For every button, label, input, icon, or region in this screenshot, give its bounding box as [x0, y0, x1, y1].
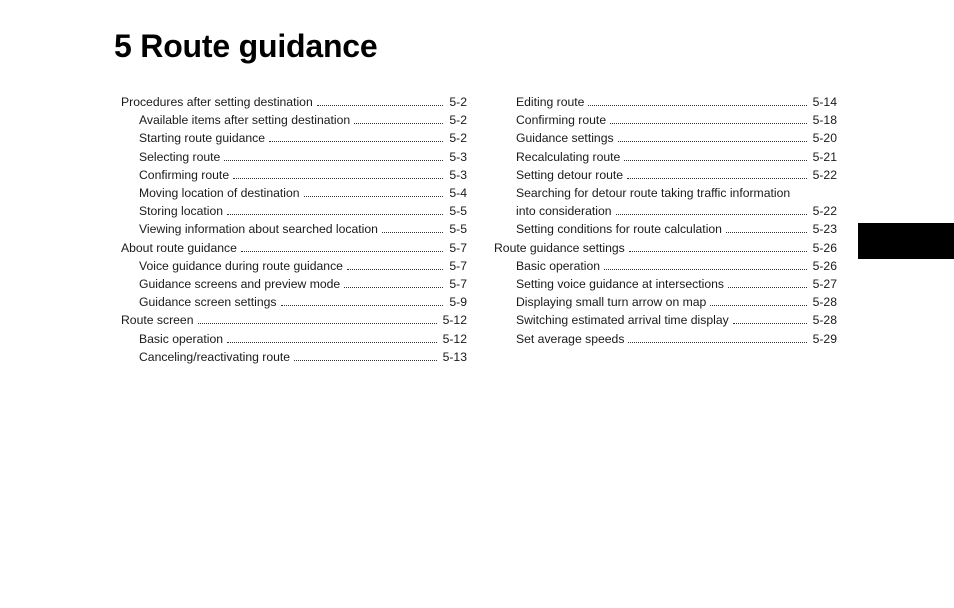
toc-column-right: [494, 93, 837, 348]
toc-page-number: 5-5: [449, 204, 467, 219]
toc-label: Viewing information about searched location: [139, 222, 378, 237]
toc-label: Setting detour route: [516, 167, 624, 182]
toc-leader-dots: [627, 169, 807, 179]
toc-label: Switching estimated arrival time display: [516, 313, 729, 328]
toc-leader-dots: [224, 151, 443, 161]
toc-entry[interactable]: [121, 275, 467, 293]
toc-leader-dots: [198, 314, 437, 324]
toc-label: Guidance screen settings: [139, 295, 277, 310]
toc-label: Confirming route: [516, 113, 607, 128]
toc-page-number: 5-12: [442, 331, 467, 346]
toc-leader-dots: [726, 223, 807, 233]
toc-leader-dots: [304, 187, 444, 197]
toc-leader-dots: [233, 169, 443, 179]
toc-label: Guidance screens and preview mode: [139, 277, 341, 292]
toc-page-number: 5-3: [449, 167, 467, 182]
toc-leader-dots: [241, 242, 444, 252]
toc-column-left: [121, 93, 467, 366]
toc-entry[interactable]: [121, 311, 467, 329]
toc-leader-dots: [344, 278, 443, 288]
toc-leader-dots: [604, 260, 807, 270]
toc-entry[interactable]: [121, 220, 467, 238]
chapter-title: 5 Route guidance: [114, 28, 378, 64]
toc-label: Canceling/reactivating route: [139, 349, 291, 364]
toc-label: Basic operation: [516, 258, 601, 273]
toc-label: Guidance settings: [516, 131, 614, 146]
toc-page-number: 5-4: [449, 186, 467, 201]
toc-page-number: 5-14: [812, 95, 837, 109]
toc-label: Editing route: [516, 95, 585, 109]
toc-leader-dots: [610, 114, 807, 124]
toc-entry[interactable]: [494, 129, 837, 147]
toc-page-number: 5-9: [449, 295, 467, 310]
toc-page-number: 5-3: [449, 149, 467, 164]
toc-entry[interactable]: [494, 257, 837, 275]
toc-page-number: 5-26: [812, 258, 837, 273]
toc-leader-dots: [347, 260, 443, 270]
toc-page-number: 5-22: [812, 167, 837, 182]
toc-leader-dots: [618, 132, 807, 142]
toc-page-number: 5-7: [449, 258, 467, 273]
toc-page-number: 5-7: [449, 277, 467, 292]
toc-entry[interactable]: [494, 330, 837, 348]
toc-leader-dots: [354, 114, 443, 124]
toc-label: Recalculating route: [516, 149, 621, 164]
toc-leader-dots: [624, 151, 806, 161]
toc-label: About route guidance: [121, 240, 237, 255]
toc-label: Setting voice guidance at intersections: [516, 277, 724, 292]
toc-label: Setting conditions for route calculation: [516, 222, 722, 237]
toc-entry[interactable]: [121, 257, 467, 275]
toc-page-number: 5-18: [812, 113, 837, 128]
toc-page-number: 5-28: [812, 295, 837, 310]
toc-page-number: 5-23: [812, 222, 837, 237]
toc-page-number: 5-26: [812, 240, 837, 255]
toc-leader-dots: [269, 132, 443, 142]
toc-page-number: 5-28: [812, 313, 837, 328]
toc-page-number: 5-5: [449, 222, 467, 237]
toc-entry[interactable]: [494, 148, 837, 166]
toc-leader-dots: [733, 314, 807, 324]
toc-entry[interactable]: [121, 348, 467, 366]
toc-page-number: 5-21: [812, 149, 837, 164]
toc-entry[interactable]: [121, 111, 467, 129]
toc-label-continuation: [516, 202, 837, 220]
chapter-thumb-tab: [858, 223, 954, 259]
toc-page-number: 5-7: [449, 240, 467, 255]
toc-label: Storing location: [139, 204, 224, 219]
toc-entry[interactable]: [121, 129, 467, 147]
toc-page-number: 5-29: [812, 331, 837, 346]
toc-page-number: 5-22: [812, 204, 837, 219]
toc-leader-dots: [616, 205, 807, 215]
toc-entry[interactable]: [494, 93, 837, 111]
toc-leader-dots: [710, 296, 806, 306]
toc-entry[interactable]: [121, 93, 467, 111]
toc-label: Moving location of destination: [139, 186, 300, 201]
toc-entry[interactable]: [494, 293, 837, 311]
toc-label: Starting route guidance: [139, 131, 266, 146]
toc-entry[interactable]: [121, 293, 467, 311]
toc-entry[interactable]: [494, 275, 837, 293]
toc-entry[interactable]: [121, 148, 467, 166]
toc-entry[interactable]: [494, 220, 837, 238]
toc-leader-dots: [728, 278, 807, 288]
toc-page-number: 5-27: [812, 277, 837, 292]
toc-entry[interactable]: [121, 184, 467, 202]
toc-label: Route guidance settings: [494, 240, 625, 255]
toc-leader-dots: [281, 296, 444, 306]
toc-page-number: 5-13: [442, 349, 467, 364]
toc-leader-dots: [227, 333, 437, 343]
toc-label: Route screen: [121, 313, 194, 328]
toc-page-number: 5-2: [449, 113, 467, 128]
toc-label: Procedures after setting destination: [121, 95, 313, 109]
toc-entry[interactable]: [494, 111, 837, 129]
toc-leader-dots: [227, 205, 443, 215]
toc-leader-dots: [628, 333, 806, 343]
toc-entry[interactable]: [121, 239, 467, 257]
toc-entry[interactable]: [121, 166, 467, 184]
toc-page-number: 5-2: [449, 95, 467, 109]
toc-page-number: 5-2: [449, 131, 467, 146]
toc-page-number: 5-20: [812, 131, 837, 146]
toc-page-number: 5-12: [442, 313, 467, 328]
toc-label: Selecting route: [139, 149, 221, 164]
toc-entry[interactable]: [494, 166, 837, 184]
toc-label: Basic operation: [139, 331, 224, 346]
toc-leader-dots: [382, 223, 443, 233]
toc-leader-dots: [588, 96, 806, 106]
toc-entry[interactable]: [494, 311, 837, 329]
toc-label-line2: into consideration: [516, 204, 612, 219]
toc-entry[interactable]: [494, 239, 837, 257]
toc-entry[interactable]: [121, 330, 467, 348]
toc-leader-dots: [317, 96, 444, 106]
toc-label: Available items after setting destination: [139, 113, 351, 128]
toc-label: Confirming route: [139, 167, 230, 182]
toc-label: Set average speeds: [516, 331, 625, 346]
toc-entry[interactable]: [494, 184, 837, 220]
toc-label: Voice guidance during route guidance: [139, 258, 343, 273]
toc-entry[interactable]: [121, 202, 467, 220]
toc-leader-dots: [294, 351, 437, 361]
toc-leader-dots: [629, 242, 807, 252]
toc-label: Displaying small turn arrow on map: [516, 295, 707, 310]
toc-label: Searching for detour route taking traffic information: [516, 186, 791, 201]
